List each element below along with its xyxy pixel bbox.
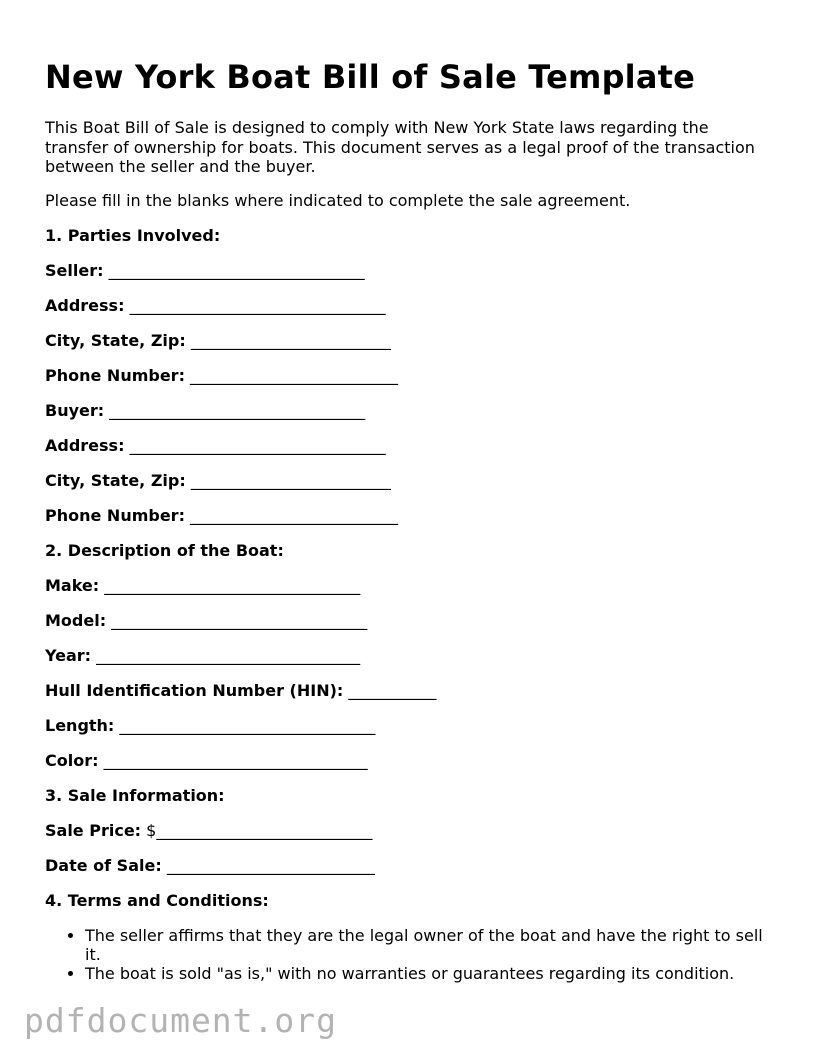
- date-of-sale-field[interactable]: [45, 856, 775, 875]
- field-label: Hull Identification Number (HIN):: [45, 681, 344, 700]
- field-blank[interactable]: ________________________________: [104, 401, 366, 420]
- field-label: Color:: [45, 751, 99, 770]
- section-heading-boat: 2. Description of the Boat:: [45, 541, 284, 560]
- seller-city-state-zip-field[interactable]: [45, 331, 775, 350]
- field-blank[interactable]: _________________________________: [98, 751, 368, 770]
- make-field[interactable]: [45, 576, 775, 595]
- buyer-phone-field[interactable]: [45, 506, 775, 525]
- intro-paragraph: This Boat Bill of Sale is designed to comply with New York State laws regarding the transfer of ownership for boats. This document serves as a legal proof of the transaction between the seller and the buyer.: [45, 118, 755, 176]
- section-heading-parties: 1. Parties Involved:: [45, 226, 221, 245]
- seller-address-field[interactable]: [45, 296, 775, 315]
- field-blank[interactable]: ________________________________: [124, 436, 386, 455]
- field-label: Date of Sale:: [45, 856, 162, 875]
- watermark: pdfdocument.org: [24, 1001, 338, 1040]
- sale-price-field[interactable]: [45, 821, 775, 840]
- field-label: Sale Price:: [45, 821, 142, 840]
- instructions-paragraph: Please fill in the blanks where indicated to complete the sale agreement.: [45, 190, 631, 210]
- field-label: Year:: [45, 646, 92, 665]
- list-item: • The seller affirms that they are the legal owner of the boat and have the right to sell it.: [85, 926, 775, 964]
- document-page: [45, 56, 775, 983]
- field-label: Model:: [45, 611, 107, 630]
- field-blank[interactable]: ________________________________: [103, 261, 365, 280]
- field-label: Buyer:: [45, 401, 105, 420]
- length-field[interactable]: [45, 716, 775, 735]
- buyer-city-state-zip-field[interactable]: [45, 471, 775, 490]
- field-label: Address:: [45, 436, 125, 455]
- field-blank[interactable]: ___________: [343, 681, 437, 700]
- year-field[interactable]: [45, 646, 775, 665]
- field-blank[interactable]: _________________________: [185, 471, 391, 490]
- color-field[interactable]: [45, 751, 775, 770]
- field-blank[interactable]: __________________________: [184, 366, 399, 385]
- seller-phone-field[interactable]: [45, 366, 775, 385]
- field-blank[interactable]: __________________________: [184, 506, 399, 525]
- field-label: Phone Number:: [45, 506, 185, 525]
- hin-field[interactable]: [45, 681, 775, 700]
- document-title: New York Boat Bill of Sale Template: [45, 58, 696, 96]
- section-heading-terms: 4. Terms and Conditions:: [45, 891, 269, 910]
- field-label: Make:: [45, 576, 100, 595]
- field-label: Length:: [45, 716, 115, 735]
- field-blank[interactable]: ________________________________: [114, 716, 376, 735]
- model-field[interactable]: [45, 611, 775, 630]
- field-label: City, State, Zip:: [45, 471, 186, 490]
- section-heading-sale: 3. Sale Information:: [45, 786, 225, 805]
- field-blank[interactable]: ________________________________: [124, 296, 386, 315]
- field-label: Seller:: [45, 261, 104, 280]
- buyer-field[interactable]: [45, 401, 775, 420]
- field-blank[interactable]: _________________________: [185, 331, 391, 350]
- field-blank[interactable]: ________________________________: [99, 576, 361, 595]
- field-blank[interactable]: $___________________________: [141, 821, 373, 840]
- field-blank[interactable]: __________________________: [161, 856, 375, 875]
- field-label: Address:: [45, 296, 125, 315]
- seller-field[interactable]: [45, 261, 775, 280]
- field-label: City, State, Zip:: [45, 331, 186, 350]
- field-label: Phone Number:: [45, 366, 185, 385]
- field-blank[interactable]: _________________________________: [91, 646, 361, 665]
- field-blank[interactable]: ________________________________: [106, 611, 368, 630]
- list-item: • The boat is sold "as is," with no warranties or guarantees regarding its condition.: [85, 964, 775, 983]
- buyer-address-field[interactable]: [45, 436, 775, 455]
- terms-list: [45, 926, 775, 983]
